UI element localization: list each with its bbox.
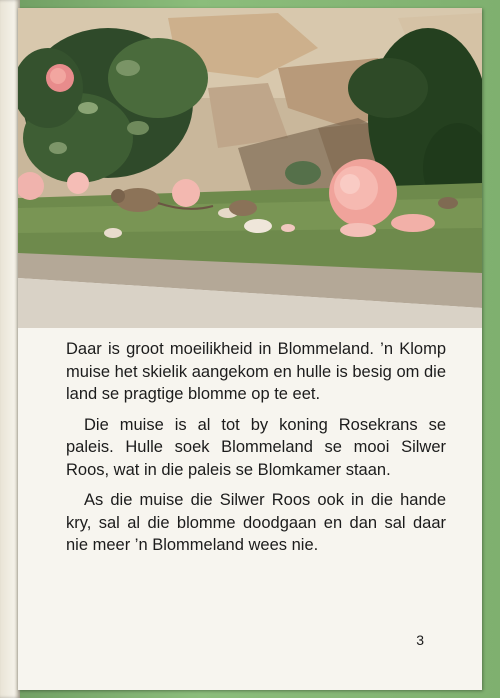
photo-roses-eaten-by-mice [18, 8, 482, 328]
paragraph-2: Die muise is al tot by koning Rosekrans se paleis. Hulle soek Blommeland se mooi Silwer Roos, wat in die paleis se Blomkamer staan. [66, 415, 446, 479]
story-text [66, 338, 446, 565]
page-number: 3 [416, 632, 424, 648]
paragraph-3: As die muise die Silwer Roos ook in die hande kry, sal al die blomme doodgaan en dan sal daar nie meer ’n Blommeland wees nie. [66, 491, 446, 554]
book-page [18, 8, 482, 690]
paragraph-1: Daar is groot moeilikheid in Blommeland. ’n Klomp muise het skielik aangekom en hulle is besig om die land se pragtige blomme op te eet. [66, 340, 446, 403]
left-cover-edge [0, 0, 20, 698]
